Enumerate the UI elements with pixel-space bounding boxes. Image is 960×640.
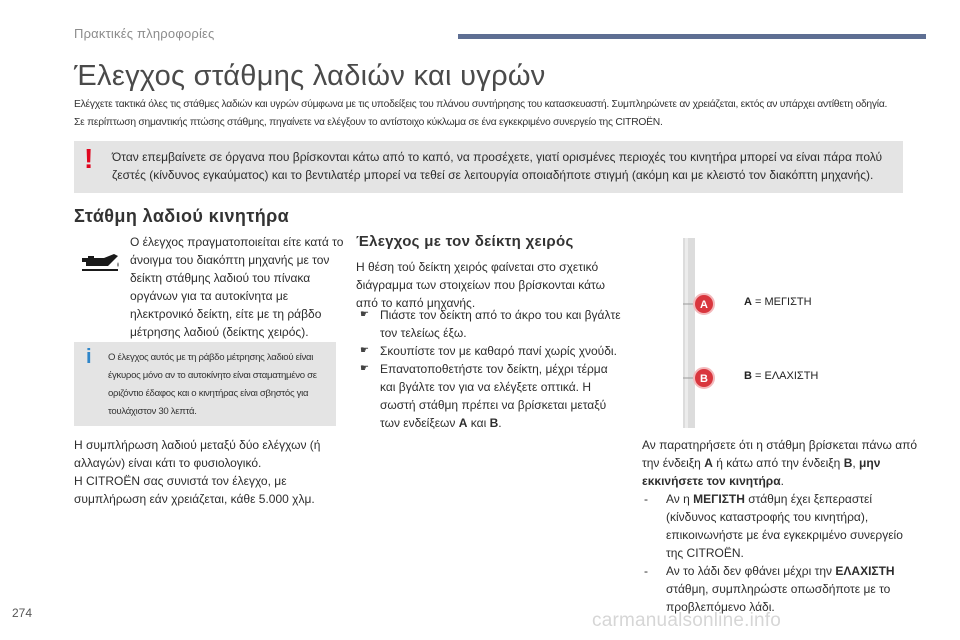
legend-b-letter: B — [744, 370, 752, 382]
marker-b-ref: B — [489, 416, 499, 430]
page-title: Έλεγχος στάθμης λαδιών και υγρών — [74, 60, 546, 92]
level-advice — [642, 436, 922, 616]
marker-a-badge — [694, 294, 714, 314]
info-text: Ο έλεγχος αυτός με τη ράβδο μέτρησης λαδιού είναι έγκυρος μόνο αν το αυτοκίνητο είναι σταματημένο σε οριζόντιο έδαφος και ο κινητήρας είναι σβηστός για τουλάχιστον 30 λεπτά. — [108, 352, 317, 417]
advice-text: Αν παρατηρήσετε ότι η στάθμη βρίσκεται πάνω από την ένδειξη — [642, 438, 918, 470]
marker-b-badge — [694, 368, 714, 388]
dash-bullet: - — [644, 492, 648, 506]
marker-b-letter: B — [700, 373, 708, 385]
dipstick-intro: Η θέση τού δείκτη χειρός φαίνεται στο σχετικό διάγραμμα των στοιχείων που βρίσκονται κάτω από το καπό μηχανής. — [356, 260, 605, 310]
section-label: Πρακτικές πληροφορίες — [74, 26, 215, 41]
intro-line-2: Σε περίπτωση σημαντικής πτώσης στάθμης, πηγαίνετε να ελέγξουν το αντίστοιχο κύκλωμα σε ένα εγκεκριμένο συνεργείο της CITROËN. — [74, 117, 663, 128]
legend-b-text: = ΕΛΑΧΙΣΤΗ — [755, 370, 819, 382]
item-text: στάθμη, συμπληρώστε οπωσδήποτε με το προβλεπόμενο λάδι. — [666, 582, 891, 614]
marker-a-ref: A — [458, 416, 468, 430]
watermark: carmanualsonline.info — [592, 610, 782, 631]
marker-a-letter: A — [700, 299, 708, 311]
intro-line-1: Ελέγχετε τακτικά όλες τις στάθμες λαδιών και υγρών σύμφωνα με τις υποδείξεις του πλάνου συντήρησης του κατασκευαστή. Συμπληρώνετε αν χρειάζεται, εκτός αν υπάρχει αντίθετη οδηγία. — [74, 99, 888, 110]
item-bold: ΜΕΓΙΣΤΗ — [693, 492, 745, 506]
dipstick-steps — [356, 306, 626, 432]
list-item — [642, 490, 922, 562]
dipstick-illustration — [660, 238, 720, 428]
step-end: . — [498, 416, 502, 430]
list-item — [356, 360, 626, 432]
legend-a-text: = ΜΕΓΙΣΤΗ — [755, 296, 812, 308]
advice-marker-a: A — [704, 456, 713, 470]
step-text: Πιάστε τον δείκτη από το άκρο του και βγάλτε τον τελείως έξω. — [380, 308, 621, 340]
step-text: Επανατοποθετήστε τον δείκτη, μέχρι τέρμα και βγάλτε τον για να ελέγξετε οπτικά. Η σωστή στάθμη πρέπει να βρίσκεται μεταξύ των ενδείξεων — [380, 362, 608, 430]
list-item — [642, 562, 922, 616]
list-item — [356, 306, 626, 342]
item-text: στάθμη έχει ξεπεραστεί (κίνδυνος καταστροφής του κινητήρα), επικοινωνήστε με ένα εγκεκριμένο συνεργείο της CITROËN. — [666, 492, 903, 560]
oil-can-icon — [78, 248, 122, 274]
advice-comma: , — [852, 456, 856, 470]
arrow-right-icon: ☛ — [360, 363, 369, 374]
item-bold: ΕΛΑΧΙΣΤΗ — [835, 564, 895, 578]
item-text: Αν το λάδι δεν φθάνει μέχρι την — [666, 564, 833, 578]
legend-a-letter: A — [744, 296, 752, 308]
arrow-right-icon: ☛ — [360, 309, 369, 320]
exclamation-icon: ! — [84, 143, 94, 174]
topup-line-1: Η συμπλήρωση λαδιού μεταξύ δύο ελέγχων (ή αλλαγών) είναι κάτι το φυσιολογικό. — [74, 438, 321, 470]
and-text: και — [470, 416, 487, 430]
advice-marker-b: B — [843, 456, 853, 470]
item-text: Αν η — [666, 492, 690, 506]
step-text: Σκουπίστε τον με καθαρό πανί χωρίς χνούδι. — [380, 344, 617, 358]
dash-bullet: - — [644, 564, 648, 578]
topup-paragraph — [74, 436, 354, 508]
marker-b-legend — [744, 370, 818, 382]
page-number: 274 — [12, 606, 33, 620]
advice-list — [642, 490, 922, 616]
marker-a-legend — [744, 296, 812, 308]
engine-oil-heading: Στάθμη λαδιού κινητήρα — [74, 206, 290, 226]
advice-text-mid: ή κάτω από την ένδειξη — [716, 456, 841, 470]
oil-check-description: Ο έλεγχος πραγματοποιείται είτε κατά το άνοιγμα του διακόπτη μηχανής με τον δείκτη στάθμης λαδιού του πίνακα οργάνων για τα αυτοκίνητα με ηλεκτρονικό δείκτη, είτε με τη ράβδο μέτρησης λαδιού (δείκτης χειρός). — [130, 235, 344, 339]
arrow-right-icon: ☛ — [360, 345, 369, 356]
do-not-start-warning: μην εκκινήσετε τον κινητήρα — [642, 456, 881, 488]
intro-paragraph — [74, 96, 934, 132]
header-bar — [458, 34, 926, 39]
advice-paragraph — [642, 436, 922, 490]
warning-text: Όταν επεμβαίνετε σε όργανα που βρίσκονται κάτω από το καπό, να προσέχετε, γιατί ορισμένες περιοχές του κινητήρα μπορεί να είναι πάρα πολύ ζεστές (κίνδυνος εγκαύματος) και το βεντιλατέρ μπορεί να τεθεί σε λειτουργία οποιαδήποτε στιγμή (ακόμη και με κλειστό τον διακόπτη μηχανής). — [112, 150, 883, 182]
info-icon: i — [86, 346, 92, 368]
advice-period: . — [780, 474, 784, 488]
topup-line-2: Η CITROËN σας συνιστά τον έλεγχο, με συμπλήρωση εάν χρειάζεται, κάθε 5.000 χλμ. — [74, 474, 315, 506]
list-item — [356, 342, 626, 360]
dipstick-heading: Έλεγχος με τον δείκτη χειρός — [356, 233, 574, 250]
